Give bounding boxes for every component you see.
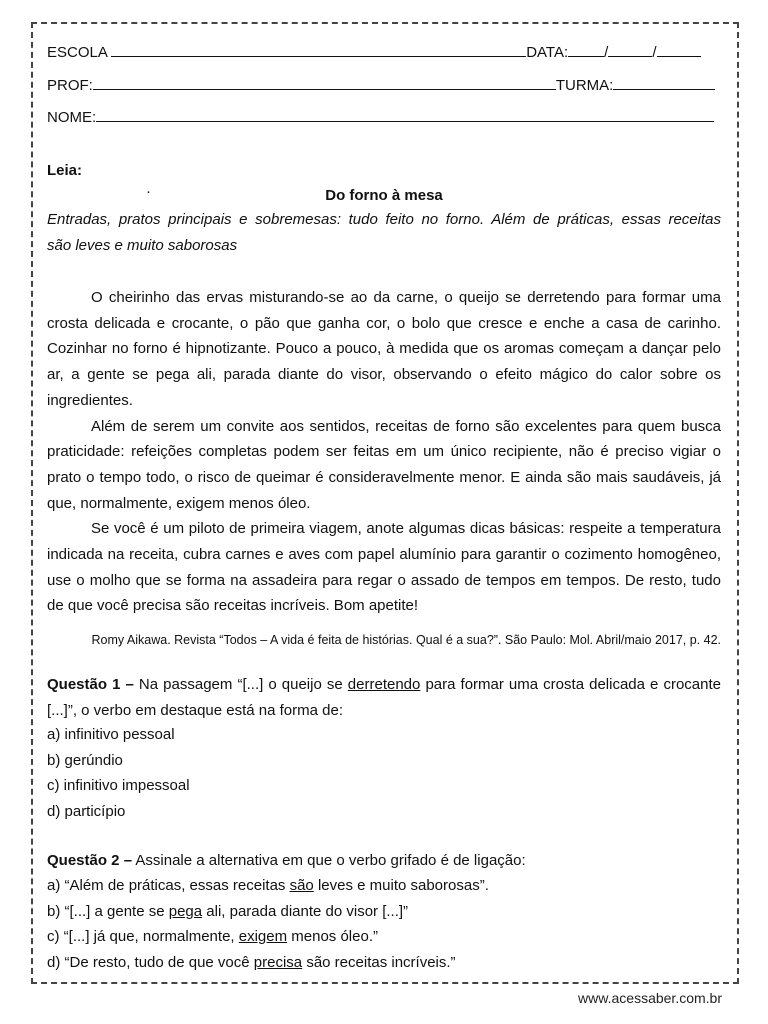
paragraph-2: Além de serem um convite aos sentidos, receitas de forno são excelentes para quem busca praticidade: refeições completas podem ser feitas em um único recipiente, não é preciso vigiar o prato o tempo todo, o risco de queimar é consideravelmente menor. E ainda são mais saudáveis, já que, normalmente, exigem menos óleo.: [47, 417, 721, 512]
question-1-text-start: Na passagem “[...] o queijo se: [138, 676, 343, 693]
q2-option-a-verb: são: [289, 877, 314, 894]
bullet-mark: ·: [146, 183, 151, 200]
q2-option-c-pre: c) “[...] já que, normalmente,: [47, 928, 239, 945]
date-label: DATA:: [526, 44, 569, 61]
footer-website-link[interactable]: www.acessaber.com.br: [578, 990, 722, 1006]
paragraph-3: Se você é um piloto de primeira viagem, anote algumas dicas básicas: respeite a temperatura indicada na receita, cubra carnes e aves com papel alumínio para garantir o cozimento homogêneo, use o molho que se forma na assadeira para regar o assado de tempos em tempos. De resto, tudo de que você precisa são receitas incríveis. Bom apetite!: [47, 520, 721, 615]
q2-option-d-pre: d) “De resto, tudo de que você: [47, 953, 254, 971]
q2-option-b[interactable]: [47, 899, 721, 925]
teacher-field[interactable]: [47, 75, 715, 94]
question-1-options: [47, 722, 721, 824]
q1-option-d[interactable]: d) particípio: [47, 802, 126, 820]
name-blank[interactable]: [96, 107, 714, 122]
name-field[interactable]: [47, 107, 714, 126]
q1-option-c[interactable]: c) infinitivo impessoal: [47, 777, 190, 794]
q2-option-a-pre: a) “Além de práticas, essas receitas: [47, 877, 290, 894]
school-field[interactable]: [47, 42, 701, 61]
question-2-prompt: Assinale a alternativa em que o verbo grifado é de ligação:: [135, 852, 526, 869]
question-1-label: Questão 1 –: [47, 676, 134, 693]
q2-option-a-post: leves e muito saborosas”.: [313, 877, 489, 894]
date-month-blank[interactable]: [608, 42, 652, 57]
teacher-blank[interactable]: [93, 75, 556, 90]
school-label: ESCOLA: [47, 44, 108, 61]
paragraph-1: O cheirinho das ervas misturando-se ao da carne, o queijo se derretendo para formar uma crosta delicada e crocante, o pão que ganha cor, o bolo que cresce e enche a casa de carinho. Cozinhar no forno é hipnotizante. Pouco a pouco, à medida que os aromas começam a dançar pelo ar, a gente se pega ali, parada diante do visor, observando o efeito mágico do calor sobre os ingredientes.: [47, 289, 721, 409]
name-label: NOME:: [47, 109, 97, 126]
class-blank[interactable]: [613, 75, 715, 90]
reading-source: Romy Aikawa. Revista “Todos – A vida é feita de histórias. Qual é a sua?”. São Paulo: Mol. Abril/maio 2017, p. 42.: [91, 633, 721, 647]
q1-option-a[interactable]: a) infinitivo pessoal: [47, 726, 175, 743]
q2-option-b-pre: b) “[...] a gente se: [47, 902, 169, 920]
reading-instruction: Leia:: [47, 162, 83, 179]
question-1-highlight: derretendo: [347, 676, 421, 693]
question-1: [47, 672, 721, 723]
q2-option-d-post: são receitas incríveis.”: [302, 953, 456, 971]
question-2-label: Questão 2 –: [47, 852, 133, 869]
q2-option-c[interactable]: [47, 924, 721, 950]
class-label: TURMA:: [555, 77, 614, 94]
question-2: [47, 848, 721, 874]
q2-option-d-verb: precisa: [253, 953, 303, 971]
q2-option-b-verb: pega: [168, 902, 203, 920]
q2-option-b-post: ali, parada diante do visor [...]”: [202, 902, 409, 920]
question-2-options: [47, 873, 721, 975]
reading-subtitle-line-2: são leves e muito saborosas: [47, 237, 238, 254]
q2-option-c-verb: exigem: [238, 928, 288, 945]
date-day-blank[interactable]: [568, 42, 604, 57]
date-year-blank[interactable]: [657, 42, 701, 57]
reading-body: [47, 285, 721, 619]
q2-option-a[interactable]: [47, 873, 721, 899]
question-1-text-end: para formar uma crosta delicada e crocante [...]”, o verbo em destaque está na forma de:: [47, 676, 721, 719]
reading-title: Do forno à mesa: [325, 187, 443, 204]
q2-option-d[interactable]: [47, 950, 721, 976]
q1-option-b[interactable]: b) gerúndio: [47, 751, 123, 769]
teacher-label: PROF:: [47, 77, 93, 94]
school-blank[interactable]: [111, 42, 526, 57]
q2-option-c-post: menos óleo.”: [287, 928, 378, 945]
date-sep-2: /: [652, 44, 657, 61]
date-sep-1: /: [604, 44, 609, 61]
reading-subtitle-line-1: Entradas, pratos principais e sobremesas: tudo feito no forno. Além de práticas, essas receitas: [47, 211, 721, 228]
